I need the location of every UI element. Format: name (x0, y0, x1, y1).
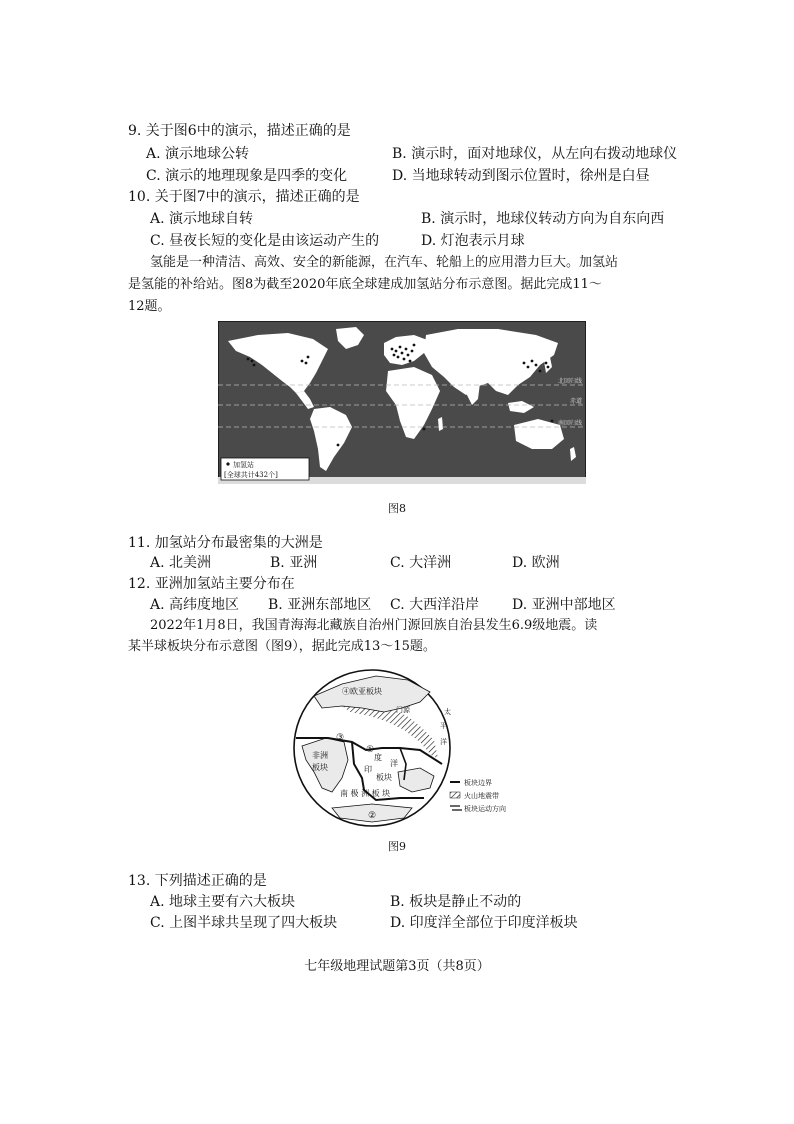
q12-stem: 12. 亚洲加氢站主要分布在 (128, 576, 295, 592)
q9-option-d: D. 当地球转动到图示位置时，徐州是白昼 (392, 168, 650, 184)
label-circle-2: ② (368, 811, 377, 821)
q11-option-d: D. 欧洲 (512, 555, 560, 571)
label-antarctic: 南 极 洲 板 块 (340, 789, 391, 798)
legend-item: 加氢站 (233, 461, 254, 469)
q11-option-c: C. 大洋洲 (390, 555, 452, 571)
label-africa-2: 板块 (312, 763, 328, 772)
intro-quake-line1: 2022年1月8日，我国青海海北藏族自治州门源回族自治县发生6.9级地震。读 (150, 618, 598, 633)
q10-option-b: B. 演示时，地球仪转动方向为自东向西 (421, 211, 665, 227)
q12-option-a: A. 高纬度地区 (150, 597, 240, 613)
label-circle-3: ③ (336, 733, 345, 743)
q10-option-d: D. 灯泡表示月球 (421, 233, 525, 249)
q9-option-a: A. 演示地球公转 (146, 146, 250, 162)
intro-quake-line2: 某半球板块分布示意图（图9），据此完成13～15题。 (128, 639, 436, 654)
label-indian-3: 印 (364, 765, 372, 774)
intro-h2-line2: 是氢能的补给站。图8为截至2020年底全球建成加氢站分布示意图。据此完成11～ (128, 277, 602, 292)
q13-stem: 13. 下列描述正确的是 (128, 873, 267, 889)
q13-option-a: A. 地球主要有六大板块 (150, 894, 296, 910)
q12-option-d: D. 亚洲中部地区 (512, 597, 616, 613)
q11-option-a: A. 北美洲 (150, 555, 212, 571)
label-yang: 洋 (440, 738, 447, 746)
q13-option-d: D. 印度洋全部位于印度洋板块 (390, 915, 578, 931)
legend-dot (226, 462, 229, 465)
legend-volcano-swatch (450, 792, 460, 798)
label-africa-1: 非洲 (312, 751, 328, 760)
intro-h2-line1: 氢能是一种清洁、高效、安全的新能源，在汽车、轮船上的应用潜力巨大。加氢站 (150, 255, 619, 270)
q10-option-c: C. 昼夜长短的变化是由该运动产生的 (150, 233, 380, 249)
intro-h2-line3: 12题。 (128, 299, 171, 314)
equator-label: 赤道 (570, 398, 583, 405)
q9-option-b: B. 演示时，面对地球仪，从左向右拨动地球仪 (392, 146, 678, 162)
q9-stem: 9. 关于图6中的演示，描述正确的是 (128, 123, 351, 139)
label-tai: 太 (444, 708, 451, 716)
world-map-figure (218, 321, 586, 484)
label-menyuan: 门源 (396, 706, 410, 714)
q11-stem: 11. 加氢站分布最密集的大洲是 (128, 535, 323, 551)
legend-motion-swatch (450, 806, 462, 810)
label-eurasia: ④欧亚板块 (342, 687, 382, 696)
q13-option-b: B. 板块是静止不动的 (390, 894, 522, 910)
q10-stem: 10. 关于图7中的演示，描述正确的是 (128, 189, 360, 205)
label-ping: 平 (440, 722, 447, 730)
tropic-s-label: 南回归线 (558, 420, 583, 427)
q9-option-c: C. 演示的地理现象是四季的变化 (146, 168, 348, 184)
figure-8-caption: 图8 (388, 502, 406, 515)
q13-option-c: C. 上图半球共呈现了四大板块 (150, 915, 338, 931)
page-footer: 七年级地理试题第3页（共8页） (304, 959, 490, 974)
label-indian-2: 洋 (390, 759, 398, 768)
label-circle-1: ① (366, 745, 375, 755)
label-indian-1: 度 (374, 753, 382, 762)
q12-option-c: C. 大西洋沿岸 (390, 597, 480, 613)
tropic-n-label: 北回归线 (558, 378, 583, 385)
plate-map-figure (292, 668, 524, 834)
legend-boundary: 板块边界 (464, 779, 492, 787)
legend-volcano: 火山地震带 (464, 792, 499, 800)
q11-option-b: B. 亚洲 (270, 555, 318, 571)
figure-9-caption: 图9 (388, 840, 406, 853)
label-indian-4: 板块 (376, 773, 392, 782)
q12-option-b: B. 亚洲东部地区 (268, 597, 372, 613)
legend-total: [全球共计432个] (224, 471, 278, 479)
q10-option-a: A. 演示地球自转 (150, 211, 254, 227)
legend-motion: 板块运动方向 (464, 805, 506, 813)
